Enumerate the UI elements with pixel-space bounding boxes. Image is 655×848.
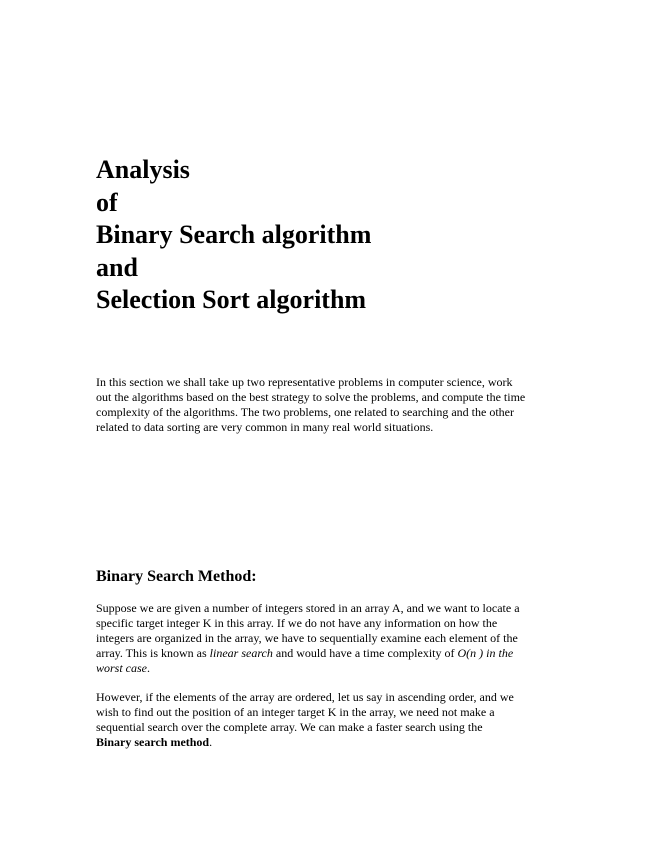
binary-search-paragraph-2 [96, 690, 566, 750]
para2-line-3: sequential search over the complete array. We can make a faster search using the [96, 720, 483, 734]
intro-line-3: complexity of the algorithms. The two problems, one related to searching and the other [96, 405, 514, 419]
para2-line-4 [96, 735, 566, 750]
title-line-4: and [96, 252, 138, 282]
binary-search-paragraph-1 [96, 601, 566, 676]
section-heading-binary-search: Binary Search Method: [96, 568, 257, 585]
para1-text: . [147, 661, 150, 675]
intro-line-4: related to data sorting are very common in many real world situations. [96, 420, 434, 434]
para2-line-1: However, if the elements of the array are ordered, let us say in ascending order, and we [96, 690, 514, 704]
para2-text: . [209, 735, 213, 749]
worst-case-term: worst case [96, 661, 147, 675]
intro-line-1: In this section we shall take up two representative problems in computer science, work [96, 375, 513, 389]
intro-paragraph [96, 375, 566, 435]
document-title [96, 154, 371, 317]
intro-line-2: out the algorithms based on the best strategy to solve the problems, and compute the time [96, 390, 526, 404]
complexity-expression: O(n ) in the [457, 646, 514, 660]
para1-line-1: Suppose we are given a number of integers stored in an array A, and we want to locate a [96, 601, 520, 615]
title-line-5: Selection Sort algorithm [96, 285, 367, 314]
para1-line-4 [96, 646, 566, 661]
binary-search-method-term: Binary search method [96, 735, 210, 749]
para1-line-3: integers are organized in the array, we have to sequentially examine each element of the [96, 631, 518, 645]
para2-line-2: wish to find out the position of an integer target K in the array, we need not make a [96, 705, 495, 719]
para1-line-2: specific target integer K in this array. If we do not have any information on how the [96, 616, 498, 630]
para1-text: and would have a time complexity of [272, 646, 458, 660]
linear-search-term: linear search [209, 646, 273, 660]
title-line-3: Binary Search algorithm [96, 220, 372, 249]
title-line-2: of [96, 187, 118, 217]
para1-line-5 [96, 661, 566, 676]
para1-text: array. This is known as [96, 646, 210, 660]
title-line-1: Analysis [96, 155, 190, 184]
